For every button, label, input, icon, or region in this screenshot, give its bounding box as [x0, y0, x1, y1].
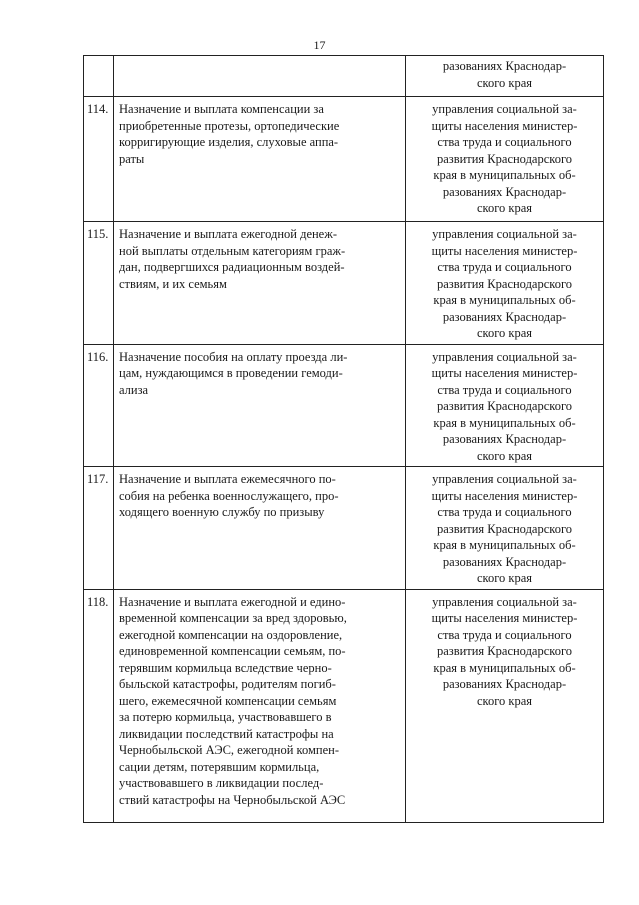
table-row: [84, 589, 604, 822]
authority-line: ства труда и социального: [437, 260, 572, 274]
service-cell: [114, 56, 406, 97]
page-number: 17: [313, 38, 326, 52]
authority-line: щиты населения министер-: [431, 611, 578, 625]
authority-line: управления социальной за-: [432, 472, 577, 486]
table-row: [84, 344, 604, 467]
authority-line: ства труда и социального: [437, 382, 572, 397]
authority-cell: [406, 589, 604, 822]
authority-line: щиты населения министер-: [431, 366, 578, 380]
authority-line: развития Краснодарского: [436, 151, 573, 166]
authority-line: края в муниципальных об-: [433, 538, 576, 552]
service-line: приобретенные протезы, ортопедические: [119, 118, 340, 133]
authority-line: управления социальной за-: [432, 594, 577, 609]
authority-line: ства труда и социального: [437, 135, 572, 149]
authority-line: ского края: [476, 571, 533, 585]
service-line: участвовавшего в ликвидации послед-: [119, 776, 324, 790]
service-cell: [114, 344, 406, 467]
service-line: шего, ежемесячной компенсации семьям: [119, 693, 337, 708]
row-number: 115.: [87, 227, 109, 241]
table-row: [84, 467, 604, 590]
row-number: 117.: [87, 472, 109, 486]
authority-cell: [406, 467, 604, 590]
service-line: Назначение пособия на оплату проезда ли-: [119, 349, 348, 364]
authority-line: ского края: [476, 75, 533, 90]
service-line: корригирующие изделия, слуховые аппа-: [119, 135, 339, 149]
authority-line: края в муниципальных об-: [433, 660, 576, 675]
service-line: ной выплаты отдельным категориям граж-: [119, 243, 346, 258]
authority-line: ства труда и социального: [437, 505, 572, 519]
service-line: ализа: [119, 382, 149, 397]
authority-line: разованиях Краснодар-: [442, 309, 567, 324]
service-line: Назначение и выплата ежегодной и едино-: [119, 594, 346, 609]
authority-line: ского края: [476, 201, 533, 215]
row-number-cell: [84, 467, 114, 590]
authority-cell: [406, 56, 604, 97]
authority-line: щиты населения министер-: [431, 488, 578, 503]
authority-line: управления социальной за-: [432, 227, 577, 241]
authority-line: ского края: [476, 326, 533, 340]
service-line: терявшим кормильца вследствие черно-: [119, 660, 332, 675]
service-line: временной компенсации за вред здоровью,: [119, 611, 347, 625]
authority-line: развития Краснодарского: [436, 276, 573, 291]
row-number: 118.: [87, 594, 109, 609]
authority-line: развития Краснодарского: [436, 644, 573, 658]
service-line: за потерю кормильца, участвовавшего в: [119, 710, 332, 724]
row-number-cell: [84, 344, 114, 467]
service-line: цам, нуждающимся в проведении гемоди-: [119, 366, 343, 380]
service-line: дан, подвергшихся радиационным воздей-: [119, 260, 345, 274]
table-row: [84, 222, 604, 345]
service-line: ходящего военную службу по призыву: [119, 505, 325, 519]
authority-line: развития Краснодарского: [436, 521, 573, 536]
authority-line: развития Краснодарского: [436, 399, 573, 413]
authority-line: разованиях Краснодар-: [442, 184, 567, 199]
service-line: ствиям, и их семьям: [119, 276, 227, 291]
table-row: [84, 97, 604, 222]
authority-cell: [406, 97, 604, 222]
service-line: Назначение и выплата ежемесячного по-: [119, 472, 336, 486]
service-cell: [114, 467, 406, 590]
authority-line: разованиях Краснодар-: [442, 554, 567, 569]
authority-line: управления социальной за-: [432, 102, 577, 116]
service-line: Назначение и выплата ежегодной денеж-: [119, 227, 338, 241]
service-line: собия на ребенка военнослужащего, про-: [119, 488, 339, 503]
row-number: 114.: [87, 102, 109, 116]
authority-line: ского края: [476, 693, 533, 708]
service-cell: [114, 97, 406, 222]
authority-line: щиты населения министер-: [431, 118, 578, 133]
authority-line: разованиях Краснодар-: [442, 677, 567, 691]
authority-line: управления социальной за-: [432, 349, 577, 364]
service-line: Чернобыльской АЭС, ежегодной компен-: [119, 743, 340, 757]
table-row-continuation: [84, 56, 604, 97]
service-line: быльской катастрофы, родителям погиб-: [119, 677, 336, 691]
services-table: [83, 55, 604, 823]
authority-line: ского края: [476, 448, 533, 463]
authority-cell: [406, 344, 604, 467]
service-cell: [114, 222, 406, 345]
authority-line: края в муниципальных об-: [433, 293, 576, 307]
row-number: 116.: [87, 349, 109, 364]
authority-cell: [406, 222, 604, 345]
service-line: раты: [119, 151, 145, 166]
row-number-cell: [84, 589, 114, 822]
service-line: сации детям, потерявшим кормильца,: [119, 759, 320, 774]
row-number-cell: [84, 222, 114, 345]
row-number-cell: [84, 97, 114, 222]
service-line: единовременной компенсации семьям, по-: [119, 644, 346, 658]
service-line: ствий катастрофы на Чернобыльской АЭС: [119, 792, 346, 807]
service-line: ежегодной компенсации на оздоровление,: [119, 627, 343, 642]
authority-line: разованиях Краснодар-: [442, 59, 567, 73]
authority-line: края в муниципальных об-: [433, 415, 576, 430]
authority-line: разованиях Краснодар-: [442, 432, 567, 446]
service-line: ликвидации последствий катастрофы на: [119, 726, 334, 741]
service-cell: [114, 589, 406, 822]
authority-line: края в муниципальных об-: [433, 168, 576, 182]
service-line: Назначение и выплата компенсации за: [119, 102, 324, 116]
authority-line: ства труда и социального: [437, 627, 572, 642]
row-number-cell: [84, 56, 114, 97]
authority-line: щиты населения министер-: [431, 243, 578, 258]
